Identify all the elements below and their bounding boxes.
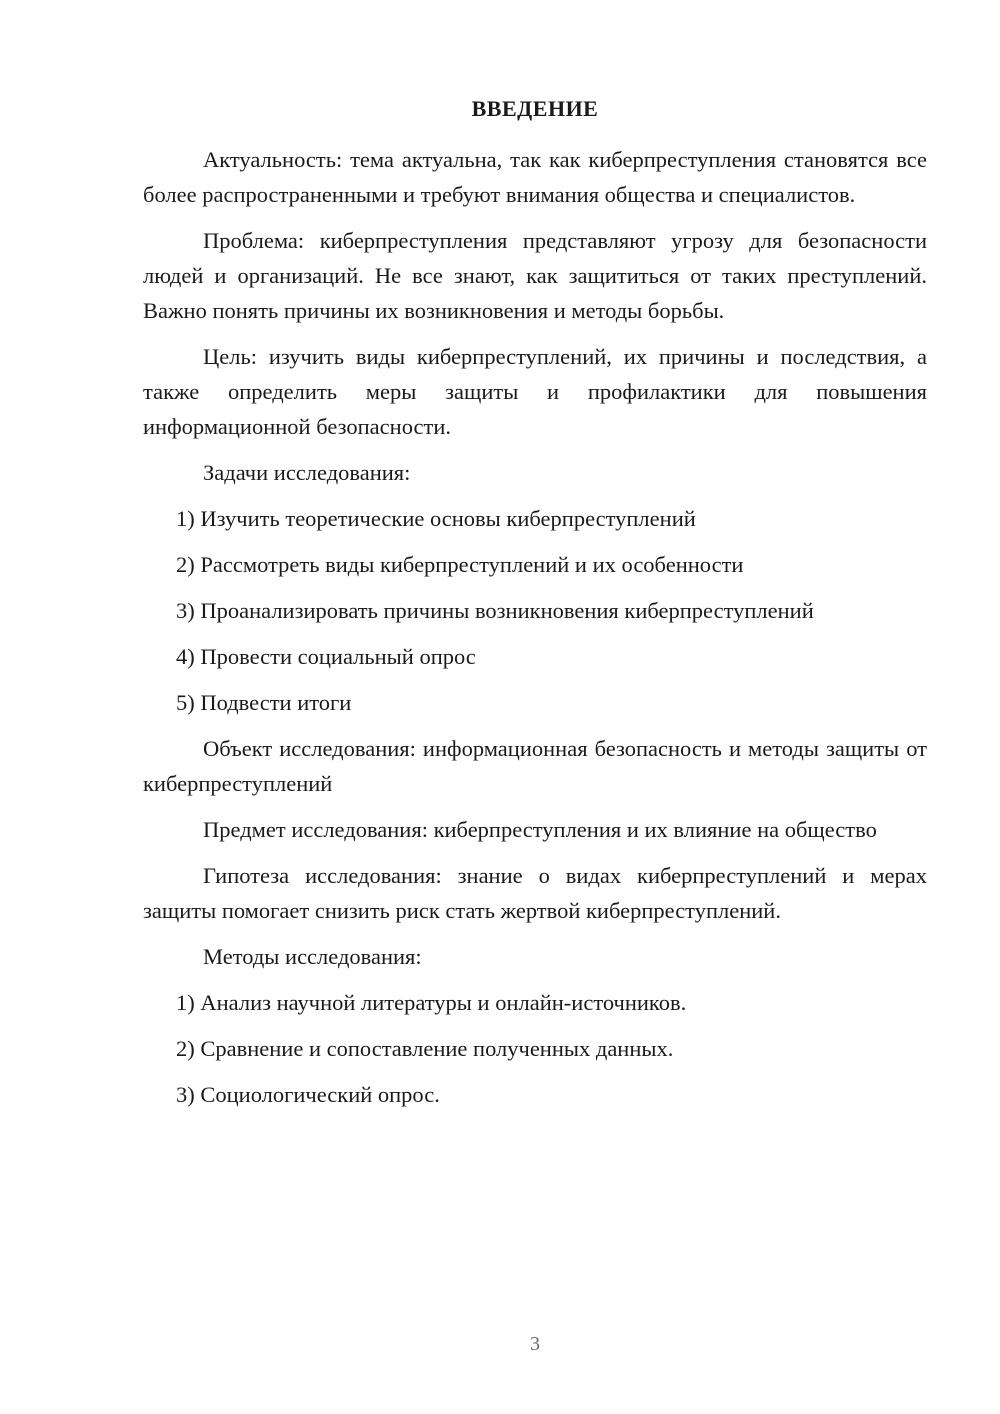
problem-paragraph: Проблема: киберпреступления представляют угрозу для безопасности людей и организаций. Не все знают, как защититься от таких преступлений. Важно понять причины их возникновения и методы борьбы. bbox=[143, 228, 927, 323]
task-item: 2) Рассмотреть виды киберпреступлений и их особенности bbox=[176, 552, 744, 577]
tasks-list bbox=[143, 501, 927, 720]
page-number: 3 bbox=[530, 1333, 540, 1355]
page-title: ВВЕДЕНИЕ bbox=[471, 96, 599, 121]
task-item: 4) Провести социальный опрос bbox=[176, 644, 476, 669]
relevance-paragraph: Актуальность: тема актуальна, так как киберпреступления становятся все более распространенными и требуют внимания общества и специалистов. bbox=[143, 147, 927, 207]
object-paragraph: Объект исследования: информационная безопасность и методы защиты от киберпреступлений bbox=[143, 736, 927, 796]
method-item: 1) Анализ научной литературы и онлайн-источников. bbox=[176, 990, 687, 1015]
methods-heading: Методы исследования: bbox=[203, 944, 422, 969]
methods-list bbox=[143, 985, 927, 1112]
method-item: 3) Социологический опрос. bbox=[176, 1082, 440, 1107]
hypothesis-paragraph: Гипотеза исследования: знание о видах киберпреступлений и мерах защиты помогает снизить риск стать жертвой киберпреступлений. bbox=[143, 863, 927, 923]
method-item: 2) Сравнение и сопоставление полученных данных. bbox=[176, 1036, 674, 1061]
task-item: 1) Изучить теоретические основы киберпреступлений bbox=[176, 506, 696, 531]
subject-paragraph: Предмет исследования: киберпреступления и их влияние на общество bbox=[203, 817, 877, 842]
goal-paragraph: Цель: изучить виды киберпреступлений, их причины и последствия, а также определить меры защиты и профилактики для повышения информационной безопасности. bbox=[143, 344, 927, 439]
page-body bbox=[143, 142, 927, 1123]
task-item: 5) Подвести итоги bbox=[176, 690, 352, 715]
task-item: 3) Проанализировать причины возникновения киберпреступлений bbox=[176, 598, 814, 623]
tasks-heading: Задачи исследования: bbox=[203, 460, 411, 485]
